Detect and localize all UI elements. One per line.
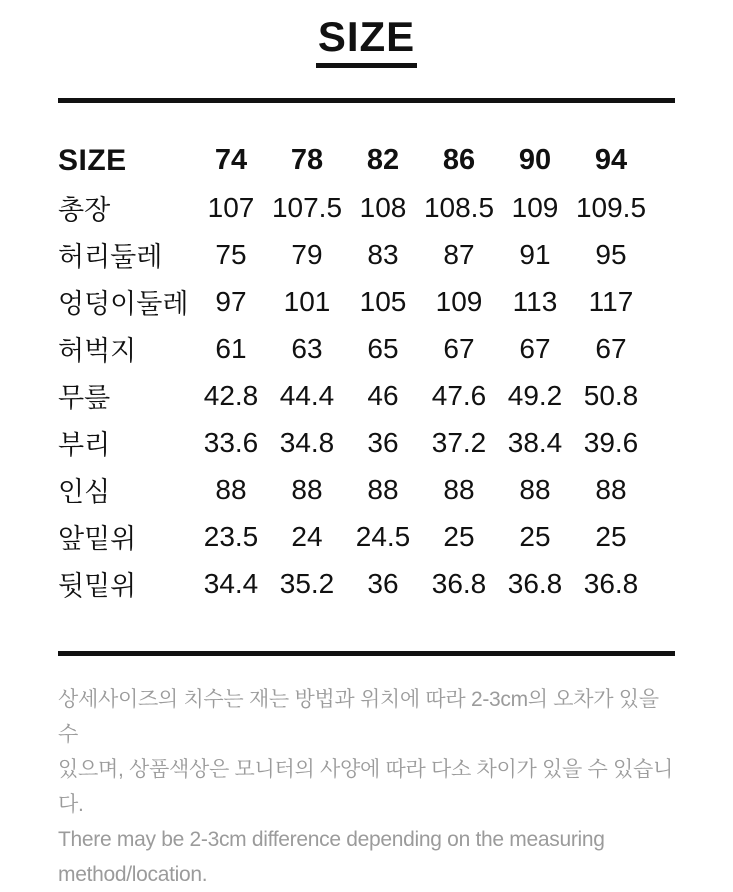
size-table-header-row: [58, 137, 649, 184]
cell: 33.6: [203, 426, 259, 458]
cell: 42.8: [203, 379, 259, 411]
table-row: [58, 231, 649, 278]
cell: 107.5: [271, 191, 343, 223]
table-row: [58, 419, 649, 466]
cell: 47.6: [431, 379, 487, 411]
cell: 79: [291, 238, 323, 270]
size-column-header: 78: [290, 144, 324, 177]
cell: 88: [595, 473, 627, 505]
cell: 88: [443, 473, 475, 505]
cell: 87: [443, 238, 475, 270]
cell: 36: [367, 426, 399, 458]
cell: 23.5: [203, 520, 259, 552]
cell: 38.4: [507, 426, 563, 458]
cell: 88: [215, 473, 247, 505]
cell: 34.4: [203, 567, 259, 599]
row-label-waist: 허리둘레: [58, 242, 163, 273]
size-column-header: 82: [366, 144, 400, 177]
cell: 75: [215, 238, 247, 270]
table-row: [58, 325, 649, 372]
cell: 107: [207, 191, 255, 223]
cell: 25: [519, 520, 551, 552]
table-row: [58, 372, 649, 419]
cell: 50.8: [583, 379, 639, 411]
cell: 109: [435, 285, 483, 317]
cell: 44.4: [279, 379, 335, 411]
size-table-corner-label: SIZE: [58, 143, 127, 177]
cell: 35.2: [279, 567, 335, 599]
cell: 113: [512, 285, 558, 317]
row-label-knee: 무릎: [58, 383, 111, 414]
row-label-hip: 엉덩이둘레: [58, 289, 189, 320]
row-label-front-rise: 앞밑위: [58, 524, 137, 555]
size-column-header: 86: [442, 144, 476, 177]
disclaimer-line: 있으며, 상품색상은 모니터의 사양에 따라 다소 차이가 있을 수 있습니다.: [58, 758, 673, 817]
row-label-hem: 부리: [58, 430, 111, 461]
cell: 88: [519, 473, 551, 505]
cell: 36: [367, 567, 399, 599]
page-title: SIZE: [316, 14, 417, 68]
table-row: [58, 513, 649, 560]
size-column-header: 90: [518, 144, 552, 177]
cell: 88: [291, 473, 323, 505]
cell: 36.8: [583, 567, 639, 599]
table-row: [58, 184, 649, 231]
cell: 39.6: [583, 426, 639, 458]
cell: 109: [511, 191, 559, 223]
cell: 36.8: [507, 567, 563, 599]
cell: 88: [367, 473, 399, 505]
row-label-back-rise: 뒷밑위: [58, 571, 137, 602]
cell: 101: [283, 285, 331, 317]
title-section: [0, 0, 733, 68]
cell: 105: [359, 285, 407, 317]
cell: 67: [595, 332, 627, 364]
cell: 91: [519, 238, 551, 270]
disclaimer-line: There may be 2-3cm difference depending on the measuring: [58, 828, 605, 852]
cell: 25: [443, 520, 475, 552]
size-table: [58, 137, 649, 607]
bottom-divider: [58, 651, 675, 656]
disclaimer-line: method/location.: [58, 863, 208, 887]
cell: 117: [588, 285, 634, 317]
cell: 24.5: [355, 520, 411, 552]
size-disclaimer: [58, 682, 678, 892]
cell: 49.2: [507, 379, 563, 411]
disclaimer-line: 상세사이즈의 치수는 재는 방법과 위치에 따라 2-3cm의 오차가 있을 수: [58, 688, 659, 747]
cell: 67: [443, 332, 475, 364]
row-label-total-length: 총장: [58, 195, 111, 226]
cell: 63: [291, 332, 323, 364]
cell: 36.8: [431, 567, 487, 599]
cell: 61: [215, 332, 247, 364]
row-label-thigh: 허벅지: [58, 336, 137, 367]
cell: 65: [367, 332, 399, 364]
table-row: [58, 278, 649, 325]
cell: 109.5: [575, 191, 647, 223]
cell: 97: [215, 285, 247, 317]
top-divider: [58, 98, 675, 103]
size-column-header: 94: [594, 144, 628, 177]
cell: 37.2: [431, 426, 487, 458]
cell: 25: [595, 520, 627, 552]
cell: 24: [291, 520, 323, 552]
cell: 67: [519, 332, 551, 364]
size-column-header: 74: [214, 144, 248, 177]
cell: 34.8: [279, 426, 335, 458]
cell: 108: [359, 191, 407, 223]
cell: 108.5: [423, 191, 495, 223]
row-label-inseam: 인심: [58, 477, 111, 508]
table-row: [58, 560, 649, 607]
cell: 95: [595, 238, 627, 270]
table-row: [58, 466, 649, 513]
cell: 46: [367, 379, 399, 411]
cell: 83: [367, 238, 399, 270]
